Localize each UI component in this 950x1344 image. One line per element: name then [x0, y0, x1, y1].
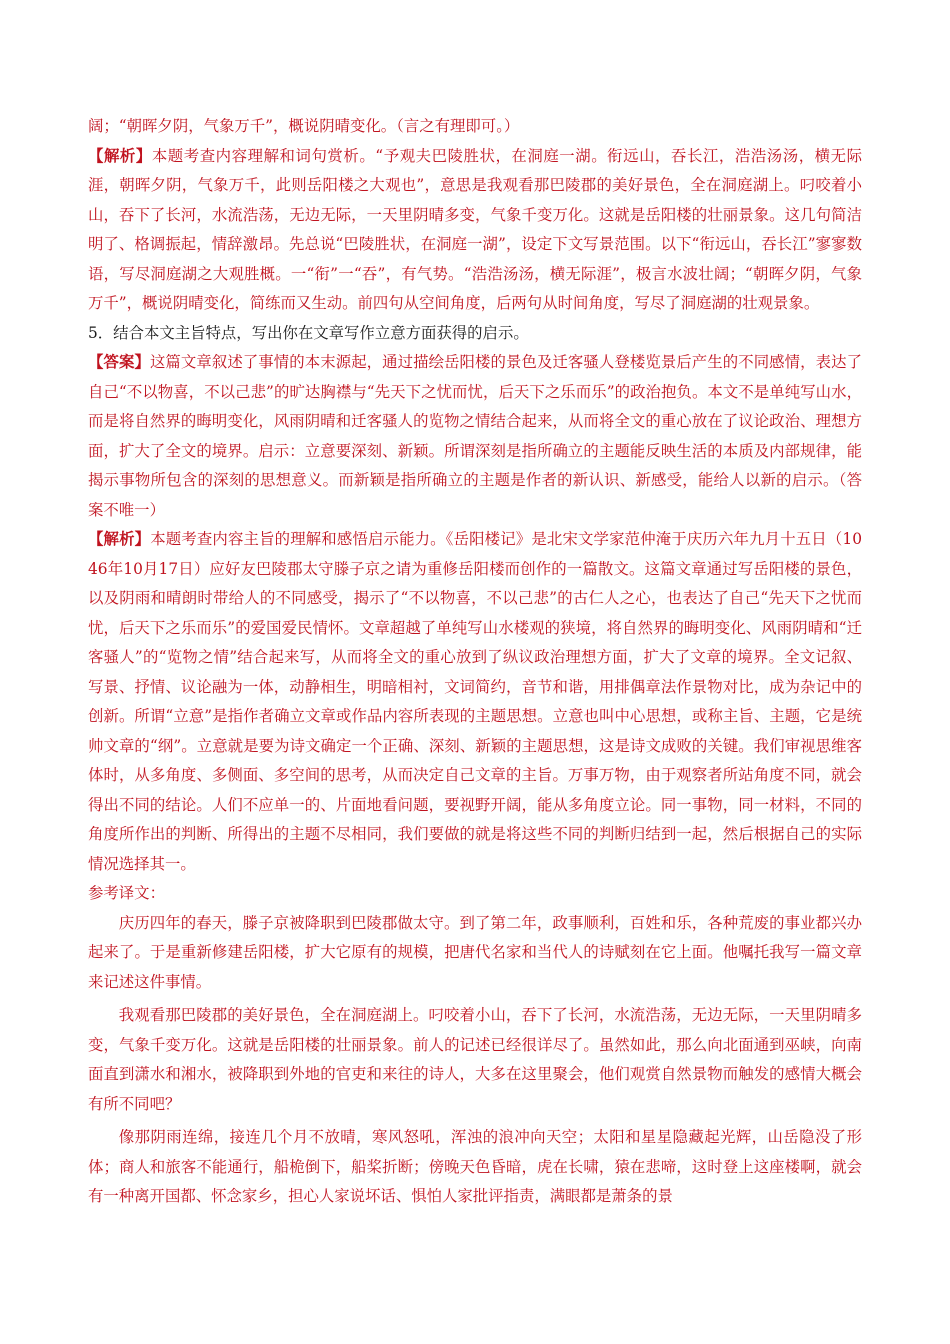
analysis5-tag: 【解析】 — [88, 530, 151, 548]
analysis4-tag: 【解析】 — [88, 146, 152, 165]
analysis5-paragraph — [88, 525, 862, 879]
reference-title: 参考译文： — [88, 884, 165, 902]
answer5-paragraph — [88, 348, 862, 525]
question5: 5．结合本文主旨特点，写出你在文章写作立意方面获得的启示。 — [88, 323, 529, 342]
answer4-tail: 阔；“朝晖夕阴，气象万千”，概说阴晴变化。（言之有理即可。） — [88, 117, 520, 135]
analysis4-paragraph — [88, 142, 862, 319]
answer5-text: 这篇文章叙述了事情的本末源起，通过描绘岳阳楼的景色及迁客骚人登楼览景后产生的不同感情，表达了自己“不以物喜，不以己悲”的旷达胸襟与“先天下之忧而忧，后天下之乐而乐”的政治抱负。本文不是单纯写山水，而是将自然界的晦明变化，风雨阴晴和迁客骚人的览物之情结合起来，从而将全文的重心放在了议论政治、理想方面，扩大了全文的境界。启示：立意要深刻、新颖。所谓深刻是指所确立的主题能反映生活的本质及内部规律，能揭示事物所包含的深刻的思想意义。而新颖是指所确立的主题是作者的新认识、新感受，能给人以新的启示。（答案不唯一） — [88, 353, 862, 519]
translation-paragraph-2: 我观看那巴陵郡的美好景色，全在洞庭湖上。叼咬着小山，吞下了长河，水流浩荡，无边无际，一天里阴晴多变，气象千变万化。这就是岳阳楼的壮丽景象。前人的记述已经很详尽了。虽然如此，那么向北面通到巫峡，向南面直到潇水和湘水，被降职到外地的官吏和来往的诗人，大多在这里聚会，他们观赏自然景物而触发的感情大概会有所不同吧？ — [88, 1006, 862, 1113]
translation-paragraph-1: 庆历四年的春天，滕子京被降职到巴陵郡做太守。到了第二年，政事顺利，百姓和乐，各种荒废的事业都兴办起来了。于是重新修建岳阳楼，扩大它原有的规模，把唐代名家和当代人的诗赋刻在它上面。他嘱托我写一篇文章来记述这件事情。 — [88, 913, 862, 991]
analysis4-text: 本题考查内容理解和词句赏析。“予观夫巴陵胜状，在洞庭一湖。衔远山，吞长江，浩浩汤汤，横无际涯，朝晖夕阴，气象万千，此则岳阳楼之大观也”，意思是我观看那巴陵郡的美好景色，全在洞庭湖上。叼咬着小山，吞下了长河，水流浩荡，无边无际，一天里阴晴多变，气象千变万化。这就是岳阳楼的壮丽景象。这几句简洁明了、格调振起，情辞激昂。先总说“巴陵胜状，在洞庭一湖”，设定下文写景范围。以下“衔远山，吞长江”寥寥数语，写尽洞庭湖之大观胜概。一“衔”一“吞”，有气势。“浩浩汤汤，横无际涯”，极言水波壮阔；“朝晖夕阴，气象万千”，概说阴晴变化，简练而又生动。前四句从空间角度，后两句从时间角度，写尽了洞庭湖的壮观景象。 — [88, 146, 862, 312]
document-page — [88, 112, 862, 1212]
answer5-tag: 【答案】 — [88, 353, 150, 371]
translation-paragraph-3: 像那阴雨连绵，接连几个月不放晴，寒风怒吼，浑浊的浪冲向天空；太阳和星星隐藏起光辉，山岳隐没了形体；商人和旅客不能通行，船桅倒下，船桨折断；傍晚天色昏暗，虎在长啸，猿在悲啼，这时登上这座楼啊，就会有一种离开国都、怀念家乡，担心人家说坏话、惧怕人家批评指责，满眼都是萧条的景 — [88, 1128, 862, 1205]
analysis5-text: 本题考查内容主旨的理解和感悟启示能力。《岳阳楼记》是北宋文学家范仲淹于庆历六年九月十五日（1046年10月17日）应好友巴陵郡太守滕子京之请为重修岳阳楼而创作的一篇散文。这篇文章通过写岳阳楼的景色，以及阴雨和晴朗时带给人的不同感受，揭示了“不以物喜，不以己悲”的古仁人之心，也表达了自己“先天下之忧而忧，后天下之乐而乐”的爱国爱民情怀。文章超越了单纯写山水楼观的狭境，将自然界的晦明变化、风雨阴晴和“迁客骚人”的“览物之情”结合起来写，从而将全文的重心放到了纵议政治理想方面，扩大了文章的境界。全文记叙、写景、抒情、议论融为一体，动静相生，明暗相衬，文词简约，音节和谐，用排偶章法作景物对比，成为杂记中的创新。所谓“立意”是指作者确立文章或作品内容所表现的主题思想。立意也叫中心思想，或称主旨、主题，它是统帅文章的“纲”。立意就是要为诗文确定一个正确、深刻、新颖的主题思想，这是诗文成败的关键。我们审视思维客体时，从多角度、多侧面、多空间的思考，从而决定自己文章的主旨。万事万物，由于观察者所站角度不同，就会得出不同的结论。人们不应单一的、片面地看问题，要视野开阔，能从多角度立论。同一事物，同一材料，不同的角度所作出的判断、所得出的主题不尽相同，我们要做的就是将这些不同的判断归结到一起，然后根据自己的实际情况选择其一。 — [88, 530, 862, 873]
